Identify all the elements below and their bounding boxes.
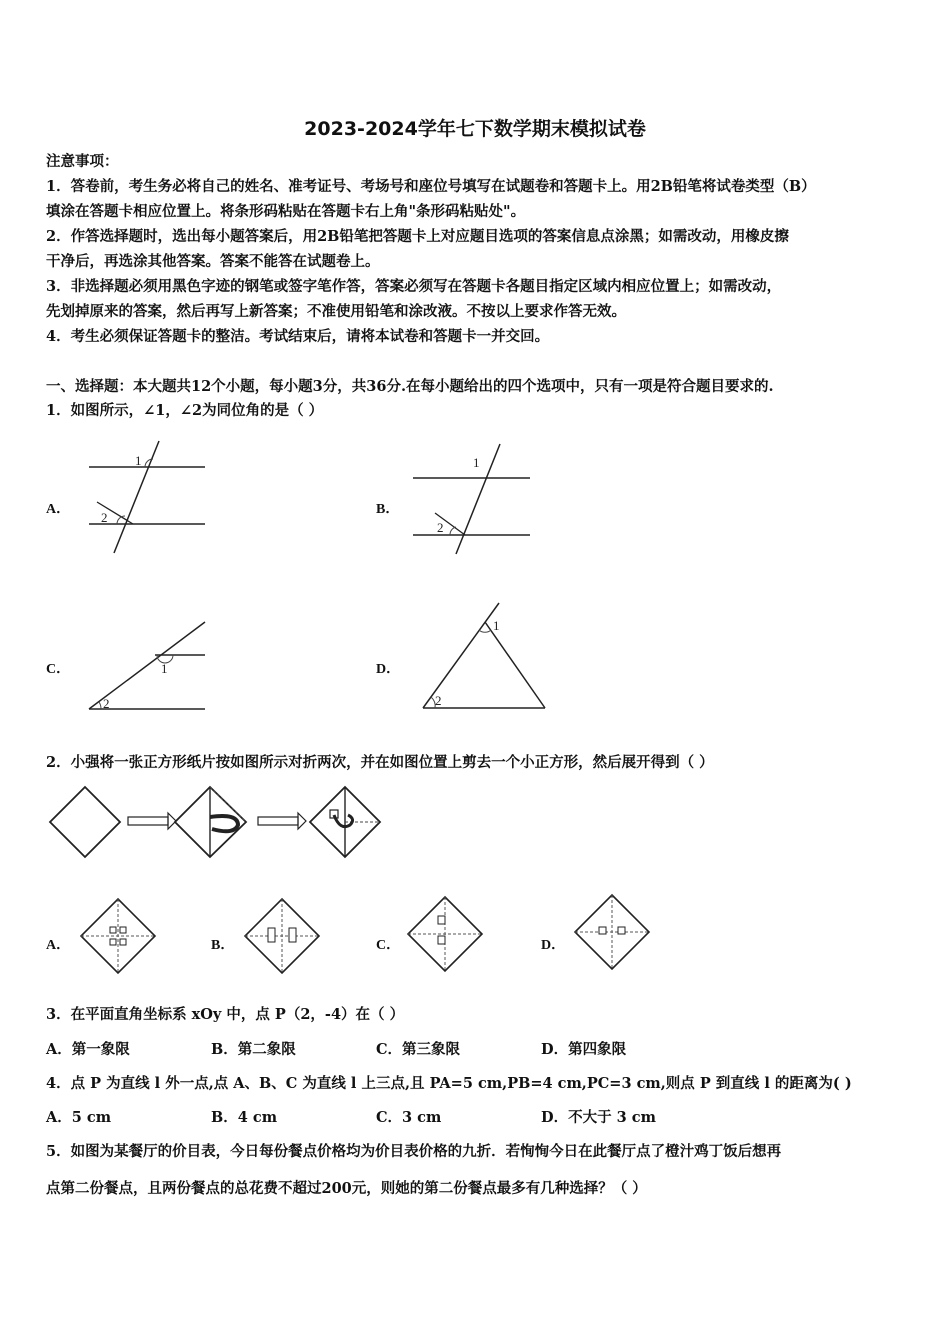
q1-figure-d <box>415 600 555 715</box>
question-4-stem: 4．点 P 为直线 l 外一点,点 A、B、C 为直线 l 上三点,且 PA=5 cm,PB=4 cm,PC=3 cm,则点 P 到直线 l 的距离为( ) <box>46 1075 852 1092</box>
q3-option-a: A．第一象限 <box>46 1041 130 1058</box>
q1-option-b-label: B． <box>376 502 400 517</box>
notice-line: 干净后，再选涂其他答案。答案不能答在试题卷上。 <box>46 253 380 270</box>
notice-line: 2．作答选择题时，选出每小题答案后，用2B铅笔把答题卡上对应题目选项的答案信息点涂黑；如需改动，用橡皮擦 <box>46 228 789 245</box>
q2-option-a-label: A． <box>46 938 71 953</box>
page-title: 2023-2024学年七下数学期末模拟试卷 <box>304 118 646 140</box>
q2-option-d-label: D． <box>541 938 566 953</box>
angle-2-label: 2 <box>103 696 110 711</box>
q1-figure-c <box>85 618 215 718</box>
q2-figure-c <box>407 896 483 972</box>
notice-line: 4．考生必须保证答题卡的整洁。考试结束后，请将本试卷和答题卡一并交回。 <box>46 328 550 345</box>
notice-line: 3．非选择题必须用黑色字迹的钢笔或签字笔作答，答案必须写在答题卡各题目指定区域内相应位置上；如需改动， <box>46 278 782 295</box>
q1-option-a-label: A． <box>46 502 71 517</box>
notice-heading: 注意事项： <box>46 153 119 170</box>
angle-2-label: 2 <box>437 520 444 535</box>
notice-line: 1．答卷前，考生务必将自己的姓名、准考证号、考场号和座位号填写在试题卷和答题卡上。用2B铅笔将试卷类型（B） <box>46 178 816 195</box>
notice-line: 填涂在答题卡相应位置上。将条形码粘贴在答题卡右上角"条形码粘贴处"。 <box>46 203 526 220</box>
q1-option-d-label: D． <box>376 662 401 677</box>
section-heading: 一、选择题：本大题共12个小题，每小题3分，共36分.在每小题给出的四个选项中，只有一项是符合题目要求的. <box>46 378 774 395</box>
angle-2-label: 2 <box>101 510 108 525</box>
q1-figure-b <box>410 440 540 560</box>
q3-option-c: C．第三象限 <box>376 1041 461 1058</box>
q3-option-d: D．第四象限 <box>541 1041 627 1058</box>
q2-figure-d <box>574 894 650 970</box>
q3-option-b: B．第二象限 <box>211 1041 296 1058</box>
q2-option-c-label: C． <box>376 938 401 953</box>
angle-1-label: 1 <box>473 455 480 470</box>
angle-2-label: 2 <box>435 693 442 708</box>
q2-figure-a <box>80 898 156 974</box>
notice-line: 先划掉原来的答案，然后再写上新答案；不准使用铅笔和涂改液。不按以上要求作答无效。 <box>46 303 626 320</box>
q4-option-c: C．3 cm <box>376 1109 442 1126</box>
question-2-stem: 2．小强将一张正方形纸片按如图所示对折两次，并在如图位置上剪去一个小正方形，然后展开得到（ ） <box>46 754 714 771</box>
q4-option-d: D．不大于 3 cm <box>541 1109 656 1126</box>
question-3-stem: 3．在平面直角坐标系 xOy 中，点 P（2，-4）在（ ） <box>46 1006 405 1023</box>
q1-option-c-label: C． <box>46 662 71 677</box>
q2-option-b-label: B． <box>211 938 235 953</box>
angle-1-label: 1 <box>161 661 168 676</box>
q4-option-a: A．5 cm <box>46 1109 112 1126</box>
q4-option-b: B．4 cm <box>211 1109 278 1126</box>
angle-1-label: 1 <box>493 618 500 633</box>
question-5-line-2: 点第二份餐点，且两份餐点的总花费不超过200元，则她的第二份餐点最多有几种选择？（ ） <box>46 1180 647 1197</box>
q2-figure-b <box>244 898 320 974</box>
q2-folding-figure <box>50 785 390 865</box>
question-1-stem: 1．如图所示，∠1，∠2为同位角的是（ ） <box>46 402 324 419</box>
q1-figure-a <box>85 438 215 558</box>
angle-1-label: 1 <box>135 453 142 468</box>
question-5-line-1: 5．如图为某餐厅的价目表，今日每份餐点价格均为价目表价格的九折．若恂恂今日在此餐厅点了橙汁鸡丁饭后想再 <box>46 1143 782 1160</box>
